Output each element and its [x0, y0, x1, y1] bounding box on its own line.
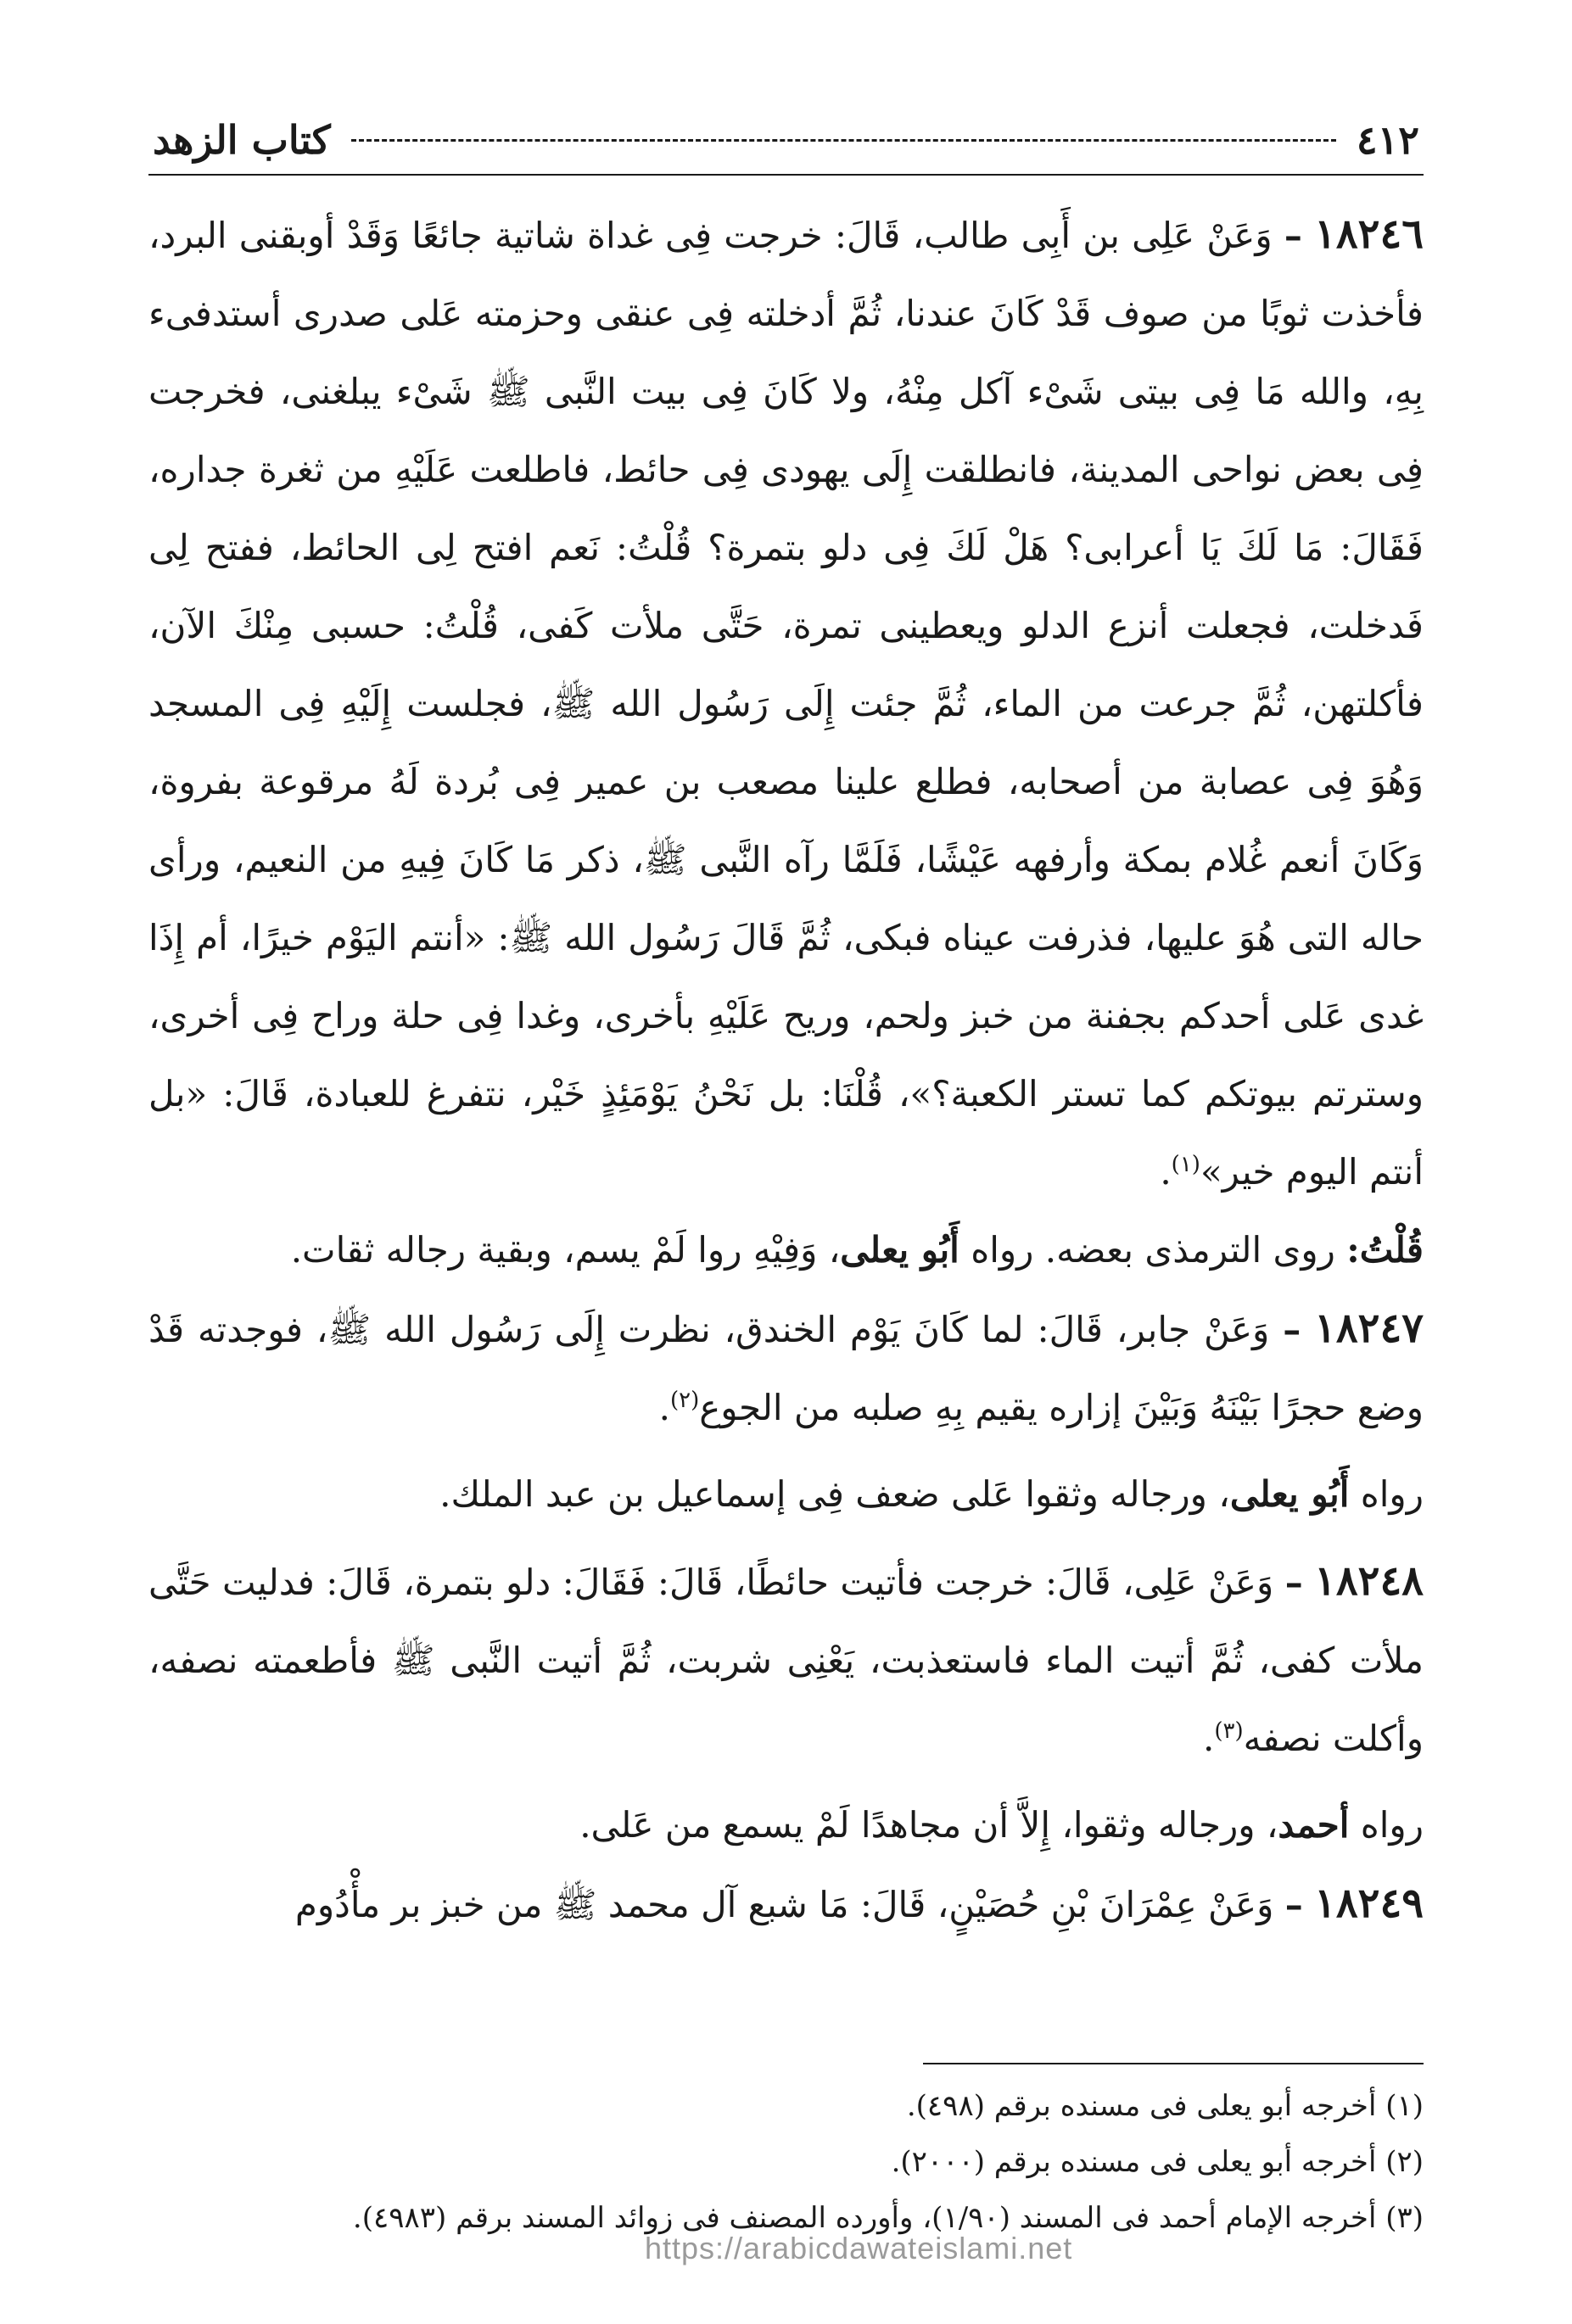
qultu-marker: قُلْتُ:	[1346, 1229, 1424, 1271]
footnote-3: (٣) أخرجه الإمام أحمد فى المسند (١/٩٠)، وأورده المصنف فى زوائد المسند برقم (٤٩٨٣).	[352, 2201, 1424, 2235]
hadith-number: ١٨٢٤٧	[1314, 1304, 1424, 1352]
watermark-url: https://arabicdawateislami.net	[645, 2231, 1073, 2265]
narrator-name: أحمد	[1278, 1804, 1350, 1846]
hadith-number: ١٨٢٤٨	[1314, 1557, 1424, 1605]
narrator-name: أَبُو يعلى	[840, 1229, 959, 1271]
hadith-18246	[148, 195, 1424, 1211]
header-divider	[148, 174, 1424, 176]
commentary-text: رواه	[1360, 1473, 1424, 1515]
footnote-reference: (٣)	[1214, 1718, 1244, 1744]
hadith-18249	[148, 1864, 1424, 1944]
footnotes	[148, 2078, 1424, 2246]
commentary-text: رواه	[1360, 1804, 1424, 1846]
commentary-18248	[148, 1786, 1424, 1864]
hadith-dash: –	[1284, 1561, 1303, 1603]
footnote-reference: (٢)	[669, 1388, 700, 1413]
sentence-end: .	[658, 1387, 670, 1428]
narrator-name: أَبُو يعلى	[1229, 1473, 1350, 1515]
hadith-18248	[148, 1542, 1424, 1778]
commentary-18247	[148, 1455, 1424, 1534]
running-header	[153, 110, 1419, 170]
header-dashed-rule	[351, 139, 1336, 142]
sentence-end: .	[1160, 1151, 1172, 1193]
footnote-reference: (١)	[1171, 1152, 1200, 1177]
hadith-18247	[148, 1289, 1424, 1447]
commentary-text: ، ورجاله وثقوا، إِلاَّ أن مجاهدًا لَمْ يسمع من عَلى.	[579, 1804, 1278, 1846]
footnote-1: (١) أخرجه أبو يعلى فى مسنده برقم (٤٩٨).	[906, 2089, 1424, 2123]
commentary-text: ، ورجاله وثقوا عَلى ضعف فِى إسماعيل بن عبد الملك.	[439, 1473, 1230, 1515]
footnote-divider	[923, 2063, 1424, 2064]
hadith-dash: –	[1284, 1884, 1303, 1925]
hadith-text: وَعَنْ عَلِى، قَالَ: خرجت فأتيت حائطًا، قَالَ: فَقَالَ: دلو بتمرة، قَالَ: فدليت حَتَّى ملأت كفى، ثُمَّ أتيت الماء فاستعذبت، يَعْنِى شربت، ثُمَّ أتيت النَّبى ﷺ فأطعمته نصفه، وأكلت نصفه	[148, 1561, 1424, 1759]
hadith-number: ١٨٢٤٦	[1314, 210, 1424, 258]
hadith-text: وَعَنْ عَلِى بن أَبِى طالب، قَالَ: خرجت فِى غداة شاتية جائعًا وَقَدْ أوبقنى البرد، فأخذت ثوبًا من صوف قَدْ كَانَ عندنا، ثُمَّ أدخلته فِى عنقى وحزمته عَلى صدرى أستدفىء بِهِ، والله مَا فِى بيتى شَىْء آكل مِنْهُ، ولا كَانَ فِى بيت النَّبى ﷺ شَىْء يبلغنى، فخرجت فِى بعض نواحى المدينة، فانطلقت إِلَى يهودى فِى حائط، فاطلعت عَلَيْهِ من ثغرة جداره، فَقَالَ: مَا لَكَ يَا أعرابى؟ هَلْ لَكَ فِى دلو بتمرة؟ قُلْتُ: نَعم افتح لِى الحائط، ففتح لِى فَدخلت، فجعلت أنزع الدلو ويعطينى تمرة، حَتَّى ملأت كَفى، قُلْتُ: حسبى مِنْكَ الآن، فأكلتهن، ثُمَّ جرعت من الماء، ثُمَّ جئت إِلَى رَسُول الله ﷺ، فجلست إِلَيْهِ فِى المسجد وَهُوَ فِى عصابة من أصحابه، فطلع علينا مصعب بن عمير فِى بُردة لَهُ مرقوعة بفروة، وَكَانَ أنعم غُلام بمكة وأرفهه عَيْشًا، فَلَمَّا رآه النَّبى ﷺ، ذكر مَا كَانَ فِيهِ من النعيم، ورأى حاله التى هُوَ عليها، فذرفت عيناه فبكى، ثُمَّ قَالَ رَسُول الله ﷺ: «أنتم اليَوْم خيرًا، أم إِذَا غدى عَلى أحدكم بجفنة من خبز ولحم، وريح عَلَيْهِ بأخرى، وغدا فِى حلة وراح فِى أخرى، وسترتم بيوتكم كما تستر الكعبة؟»، قُلْنَا: بل نَحْنُ يَوْمَئِذٍ خَيْر، نتفرغ للعبادة، قَالَ: «بل أنتم اليوم خير»	[148, 215, 1424, 1193]
main-text	[148, 195, 1424, 1944]
hadith-text: وَعَنْ عِمْرَانَ بْنِ حُصَيْنٍ، قَالَ: مَا شبع آل محمد ﷺ من خبز بر مأْدُوم	[294, 1884, 1274, 1925]
book-title: كتاب الزهد	[153, 117, 331, 163]
hadith-dash: –	[1283, 1309, 1301, 1350]
commentary-text: ، وَفِيْهِ روا لَمْ يسم، وبقية رجاله ثقات.	[290, 1229, 841, 1271]
hadith-dash: –	[1284, 215, 1302, 256]
commentary-18246	[148, 1211, 1424, 1289]
commentary-text: روى الترمذى بعضه. رواه	[971, 1229, 1335, 1271]
sentence-end: .	[1203, 1718, 1215, 1759]
hadith-number: ١٨٢٤٩	[1314, 1880, 1424, 1927]
hadith-text: وَعَنْ جابر، قَالَ: لما كَانَ يَوْم الخندق، نظرت إِلَى رَسُول الله ﷺ، فوجدته قَدْ وضع حجرًا بَيْنَهُ وَبَيْنَ إزاره يقيم بِهِ صلبه من الجوع	[148, 1309, 1424, 1428]
footnote-2: (٢) أخرجه أبو يعلى فى مسنده برقم (٢٠٠٠).	[891, 2145, 1424, 2179]
page-number: ٤١٢	[1356, 117, 1419, 163]
